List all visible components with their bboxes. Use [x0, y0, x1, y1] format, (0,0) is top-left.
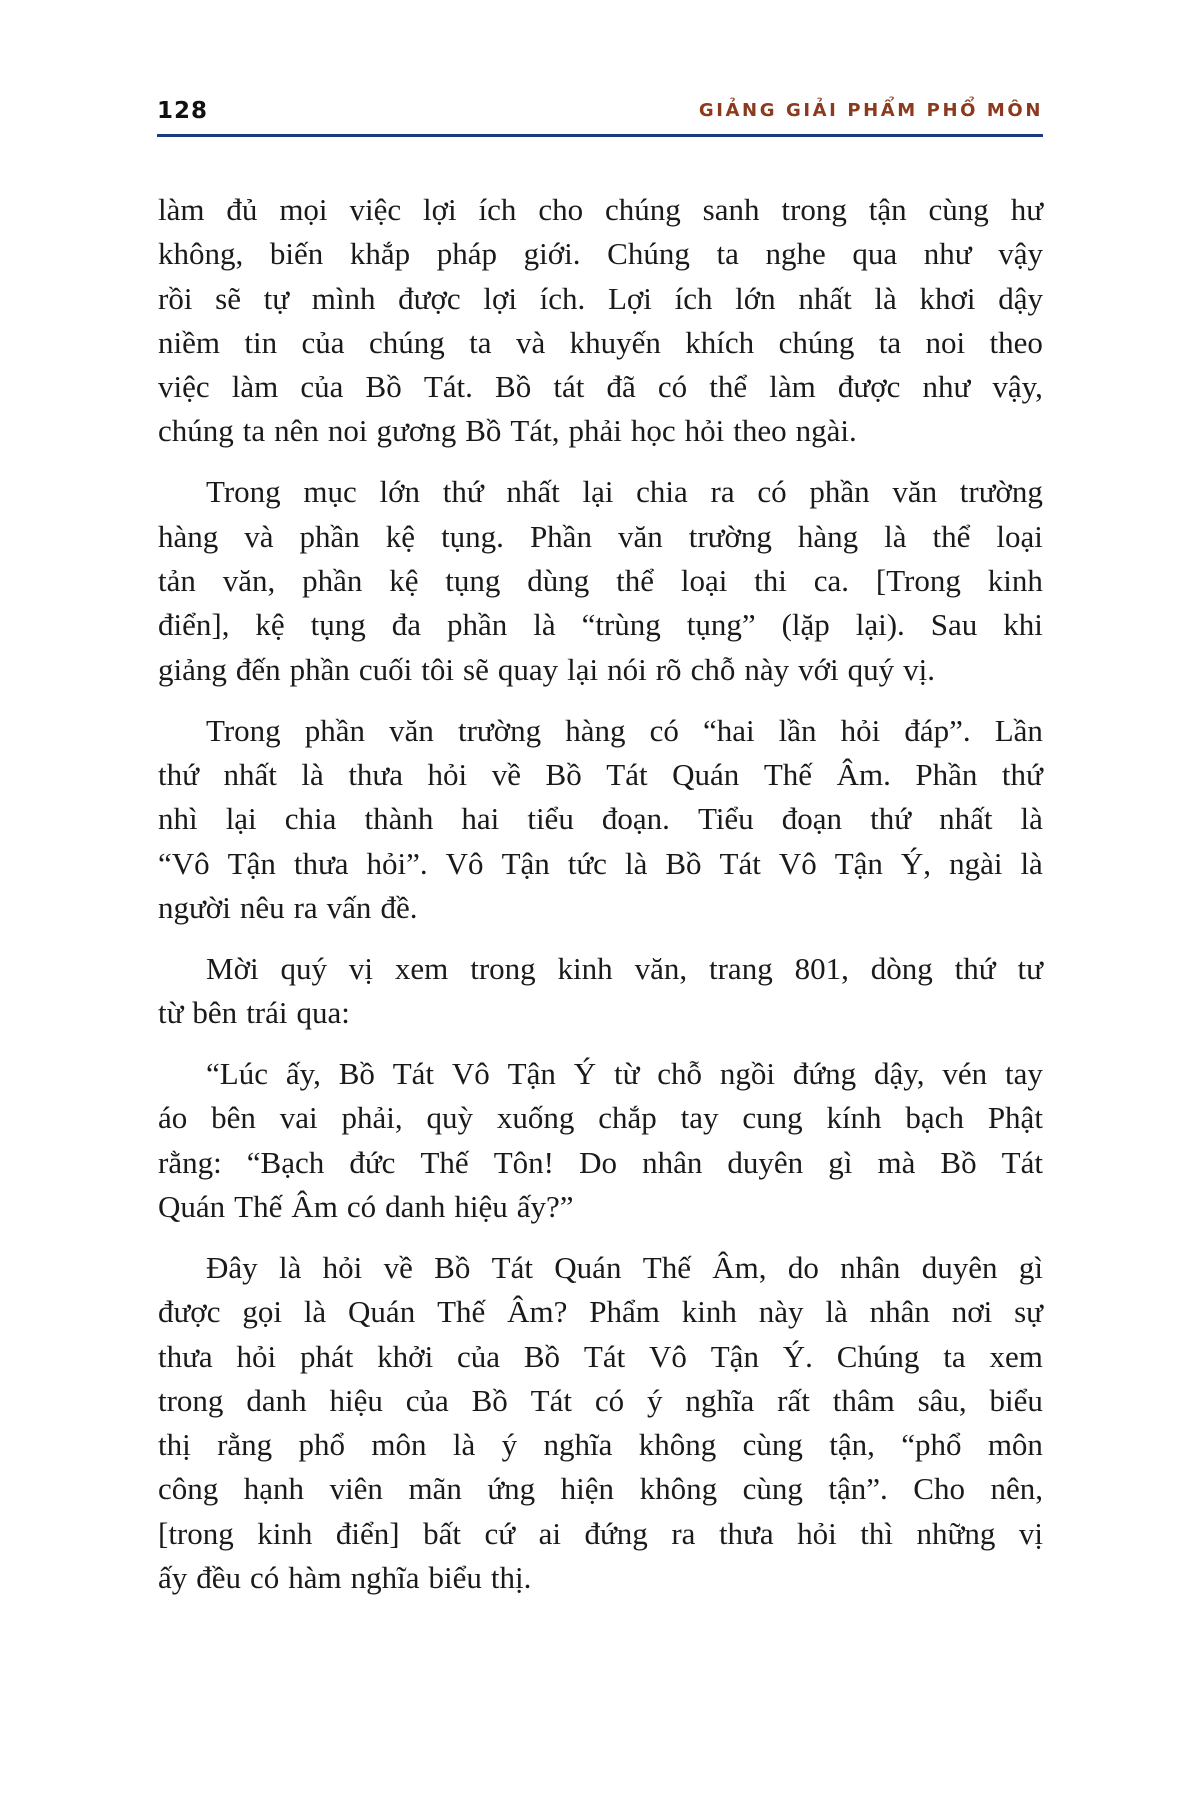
- header-rule: [157, 134, 1043, 137]
- text-line: việc làm của Bồ Tát. Bồ tát đã có thể làm được như vậy,: [158, 369, 1043, 405]
- text-line: giảng đến phần cuối tôi sẽ quay lại nói rõ chỗ này với quý vị.: [158, 651, 935, 687]
- text-line: tản văn, phần kệ tụng dùng thể loại thi ca. [Trong kinh: [158, 563, 1043, 599]
- text-line: Trong phần văn trường hàng có “hai lần hỏi đáp”. Lần: [206, 712, 1043, 748]
- text-line: rằng: “Bạch đức Thế Tôn! Do nhân duyên gì mà Bồ Tát: [158, 1144, 1043, 1180]
- paragraph: [158, 709, 1043, 930]
- text-line: rồi sẽ tự mình được lợi ích. Lợi ích lớn nhất là khơi dậy: [158, 280, 1043, 316]
- text-line: chúng ta nên noi gương Bồ Tát, phải học hỏi theo ngài.: [158, 413, 857, 449]
- text-line: trong danh hiệu của Bồ Tát có ý nghĩa rất thâm sâu, biểu: [158, 1382, 1043, 1418]
- text-line: “Lúc ấy, Bồ Tát Vô Tận Ý từ chỗ ngồi đứng dậy, vén tay: [206, 1056, 1043, 1092]
- text-line: thị rằng phổ môn là ý nghĩa không cùng tận, “phổ môn: [158, 1427, 1043, 1463]
- text-line: Đây là hỏi về Bồ Tát Quán Thế Âm, do nhân duyên gì: [206, 1249, 1043, 1285]
- text-line: thưa hỏi phát khởi của Bồ Tát Vô Tận Ý. Chúng ta xem: [158, 1338, 1043, 1374]
- text-line: Mời quý vị xem trong kinh văn, trang 801, dòng thứ tư: [206, 950, 1043, 986]
- page-number: 128: [157, 98, 209, 124]
- text-line: niềm tin của chúng ta và khuyến khích chúng ta noi theo: [158, 324, 1043, 360]
- text-line: Trong mục lớn thứ nhất lại chia ra có phần văn trường: [206, 474, 1043, 510]
- text-line: làm đủ mọi việc lợi ích cho chúng sanh trong tận cùng hư: [158, 192, 1043, 227]
- paragraph: [158, 188, 1043, 454]
- text-line: từ bên trái qua:: [158, 995, 350, 1031]
- text-line: công hạnh viên mãn ứng hiện không cùng tận”. Cho nên,: [158, 1471, 1043, 1507]
- paragraph: [158, 1052, 1043, 1229]
- text-line: điển], kệ tụng đa phần là “trùng tụng” (lặp lại). Sau khi: [158, 607, 1043, 643]
- text-line: người nêu ra vấn đề.: [158, 889, 418, 925]
- text-line: ấy đều có hàm nghĩa biểu thị.: [158, 1560, 532, 1596]
- text-line: áo bên vai phải, quỳ xuống chắp tay cung kính bạch Phật: [158, 1100, 1043, 1136]
- text-line: nhì lại chia thành hai tiểu đoạn. Tiểu đoạn thứ nhất là: [158, 801, 1043, 837]
- body-text: [158, 188, 1043, 1617]
- text-line: được gọi là Quán Thế Âm? Phẩm kinh này là nhân nơi sự: [158, 1294, 1043, 1330]
- running-header: [157, 94, 1043, 134]
- text-line: [trong kinh điển] bất cứ ai đứng ra thưa hỏi thì những vị: [158, 1515, 1043, 1551]
- paragraph: [158, 947, 1043, 1036]
- text-line: “Vô Tận thưa hỏi”. Vô Tận tức là Bồ Tát Vô Tận Ý, ngài là: [158, 845, 1043, 881]
- paragraph: [158, 1246, 1043, 1600]
- text-line: hàng và phần kệ tụng. Phần văn trường hàng là thể loại: [158, 518, 1043, 554]
- text-line: Quán Thế Âm có danh hiệu ấy?”: [158, 1188, 574, 1224]
- book-title: GIẢNG GIẢI PHẨM PHỔ MÔN: [698, 100, 1043, 121]
- text-line: không, biến khắp pháp giới. Chúng ta nghe qua như vậy: [158, 236, 1043, 272]
- text-line: thứ nhất là thưa hỏi về Bồ Tát Quán Thế Âm. Phần thứ: [158, 756, 1043, 792]
- paragraph: [158, 470, 1043, 691]
